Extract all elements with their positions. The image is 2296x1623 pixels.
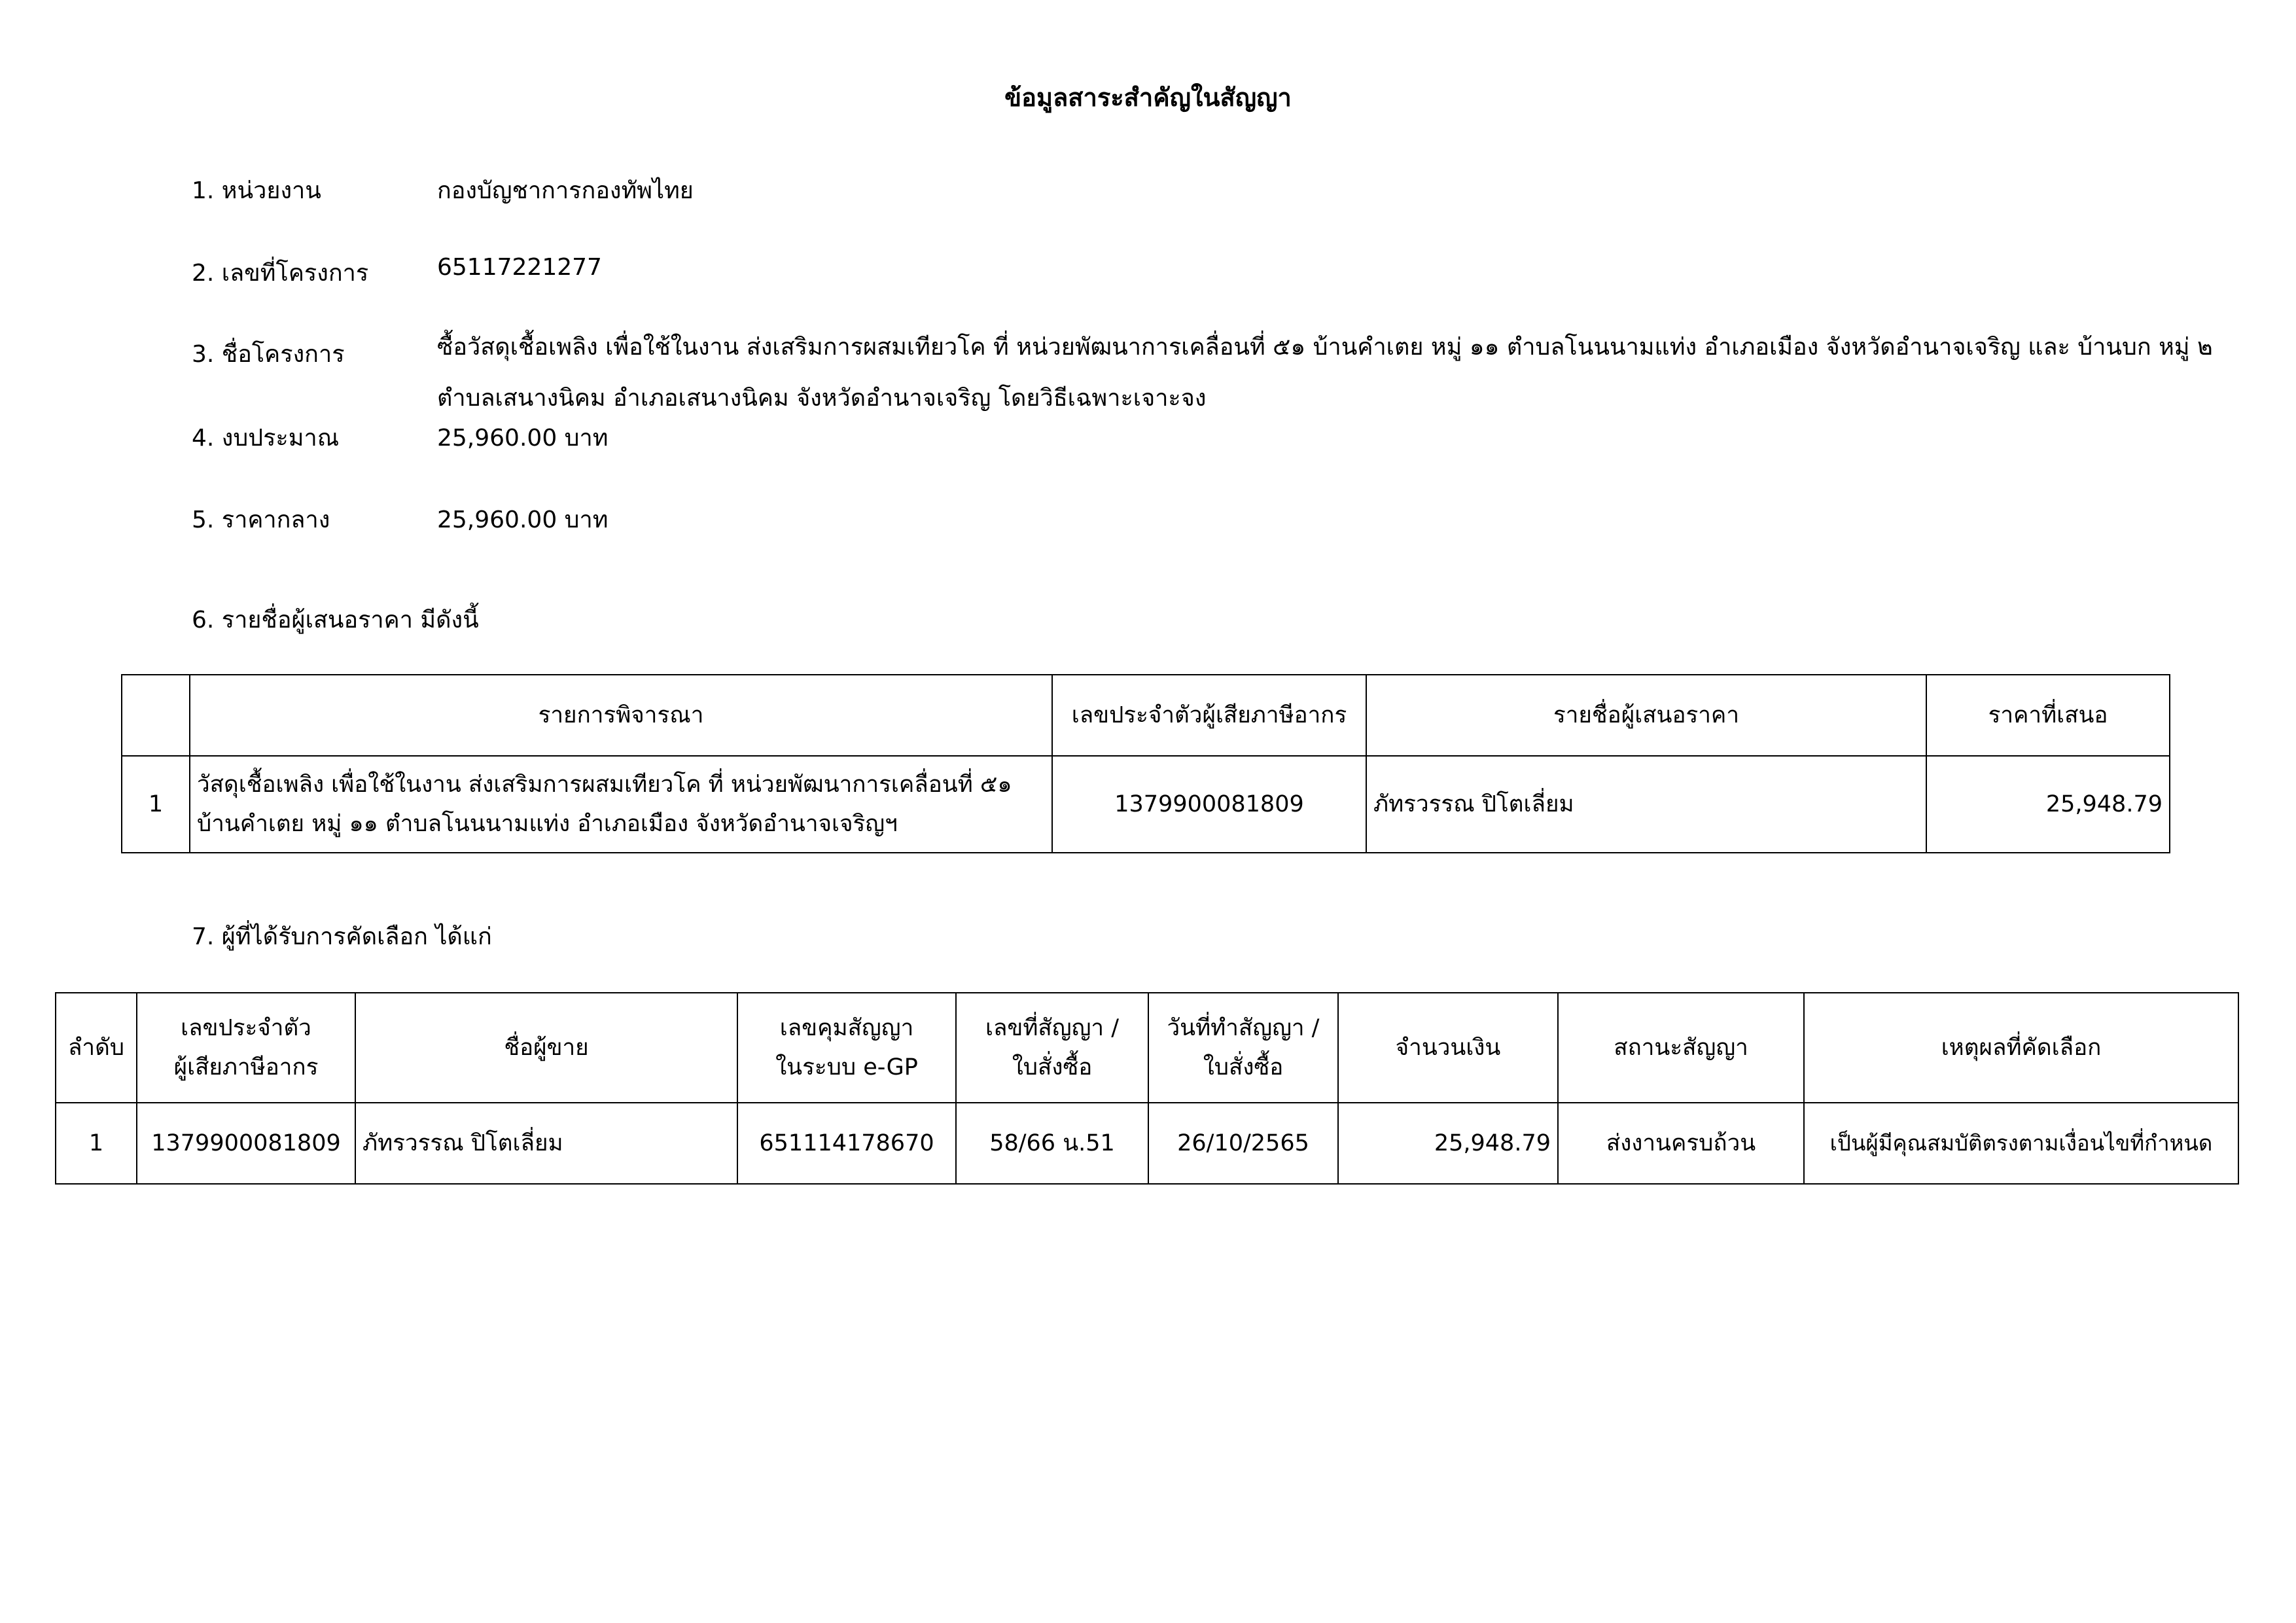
- agency-value: กองบัญชาการกองทัพไทย: [437, 177, 694, 204]
- header-contract-date: [1148, 993, 1338, 1103]
- budget-value: 25,960.00 บาท: [437, 425, 609, 452]
- table-row: [56, 1103, 2238, 1184]
- budget-label: 4. งบประมาณ: [192, 425, 340, 452]
- bidders-header-row: [122, 675, 2170, 756]
- project-no-label: 2. เลขที่โครงการ: [192, 260, 369, 287]
- project-name-value: ซื้อวัสดุเชื้อเพลิง เพื่อใช้ในงาน ส่งเสริมการผสมเทียวโค ที่ หน่วยพัฒนาการเคลื่อนที่ ๕๑ บ้านคำเตย หมู่ ๑๑ ตำบลโนนนามแท่ง อำเภอเมือง จังหวัดอำนาจเจริญ และ บ้านบก หมู่ ๒ ตำบลเสนางนิคม อำเภอเสนางนิคม จังหวัดอำนาจเจริญ โดยวิธีเฉพาะเจาะจง: [437, 334, 2213, 412]
- winner-table: [55, 992, 2239, 1185]
- header-egp-line2: ในระบบ e-GP: [775, 1054, 918, 1080]
- bidder-name: ภัทรวรรณ ปิโตเลี่ยม: [1366, 756, 1926, 853]
- agency-label: 1. หน่วยงาน: [192, 177, 321, 204]
- bidder-item-line2: บ้านคำเตย หมู่ ๑๑ ตำบลโนนนามแท่ง อำเภอเมือง จังหวัดอำนาจเจริญฯ: [197, 811, 898, 837]
- header-winner-tax-id: [137, 993, 355, 1103]
- bidder-item: [190, 756, 1052, 853]
- bidder-price: 25,948.79: [1926, 756, 2170, 853]
- winner-tax-id: 1379900081809: [137, 1103, 355, 1184]
- header-no: [122, 675, 190, 756]
- page-title: ข้อมูลสาระสำคัญในสัญญา: [1004, 83, 1292, 112]
- winner-header-row: [56, 993, 2238, 1103]
- header-status: สถานะสัญญา: [1558, 993, 1804, 1103]
- header-winner-tax-id-line2: ผู้เสียภาษีอากร: [173, 1054, 319, 1080]
- header-egp-line1: เลขคุมสัญญา: [779, 1015, 914, 1041]
- header-contract-date-line1: วันที่ทำสัญญา /: [1167, 1015, 1320, 1041]
- header-order: ลำดับ: [56, 993, 137, 1103]
- header-contract-no-line1: เลขที่สัญญา /: [985, 1015, 1119, 1041]
- header-bidder: รายชื่อผู้เสนอราคา: [1366, 675, 1926, 756]
- winner-heading: 7. ผู้ที่ได้รับการคัดเลือก ได้แก่: [192, 923, 492, 950]
- winner-reason: เป็นผู้มีคุณสมบัติตรงตามเงื่อนไขที่กำหนด: [1804, 1103, 2238, 1184]
- winner-order: 1: [56, 1103, 137, 1184]
- winner-egp: 651114178670: [737, 1103, 956, 1184]
- bidders-table: [121, 674, 2170, 853]
- header-contract-no-line2: ใบสั่งซื้อ: [1012, 1054, 1093, 1080]
- winner-amount: 25,948.79: [1338, 1103, 1558, 1184]
- bidder-item-line1: วัสดุเชื้อเพลิง เพื่อใช้ในงาน ส่งเสริมการผสมเทียวโค ที่ หน่วยพัฒนาการเคลื่อนที่ ๕๑: [197, 772, 1012, 798]
- header-tax-id: เลขประจำตัวผู้เสียภาษีอากร: [1052, 675, 1366, 756]
- median-price-label: 5. ราคากลาง: [192, 507, 330, 533]
- header-price: ราคาที่เสนอ: [1926, 675, 2170, 756]
- header-amount: จำนวนเงิน: [1338, 993, 1558, 1103]
- winner-status: ส่งงานครบถ้วน: [1558, 1103, 1804, 1184]
- header-winner-tax-id-line1: เลขประจำตัว: [181, 1015, 311, 1041]
- winner-seller: ภัทรวรรณ ปิโตเลี่ยม: [355, 1103, 737, 1184]
- bidders-heading: 6. รายชื่อผู้เสนอราคา มีดังนี้: [192, 607, 479, 633]
- header-reason: เหตุผลที่คัดเลือก: [1804, 993, 2238, 1103]
- bidder-tax-id: 1379900081809: [1052, 756, 1366, 853]
- winner-contract-date: 26/10/2565: [1148, 1103, 1338, 1184]
- header-contract-date-line2: ใบสั่งซื้อ: [1203, 1054, 1284, 1080]
- bidder-no: 1: [122, 756, 190, 853]
- median-price-value: 25,960.00 บาท: [437, 507, 609, 533]
- header-egp: [737, 993, 956, 1103]
- winner-contract-no: 58/66 น.51: [956, 1103, 1148, 1184]
- table-row: [122, 756, 2170, 853]
- header-seller: ชื่อผู้ขาย: [355, 993, 737, 1103]
- header-contract-no: [956, 993, 1148, 1103]
- header-item: รายการพิจารณา: [190, 675, 1052, 756]
- project-no-value: 65117221277: [437, 254, 602, 281]
- project-name-label: 3. ชื่อโครงการ: [192, 341, 345, 368]
